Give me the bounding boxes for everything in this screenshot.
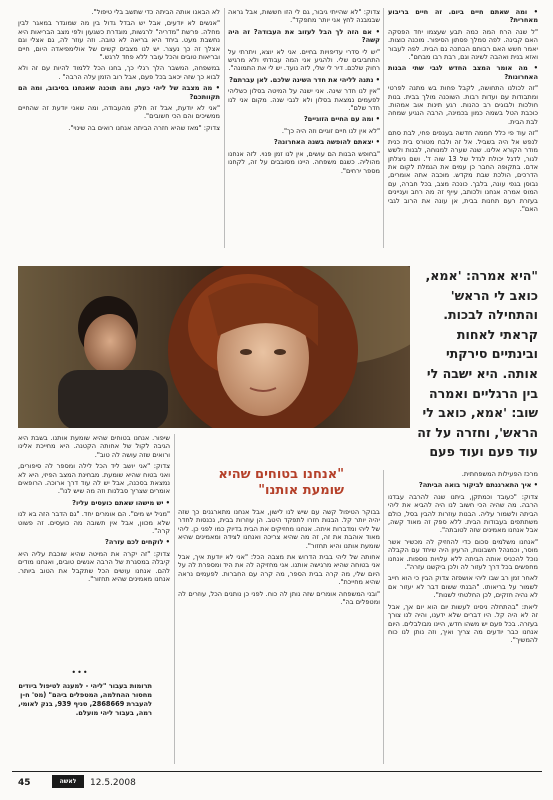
article-column-mid-right bbox=[388, 470, 538, 766]
article-paragraph: צדוק: "כעובד וכמתקן, ביתנו שנה להרבה עבדנו הרבה. מה שהיה הכי חשוב לנו היה להביא את ליהי הביתה ולשמור עליה. הבנות עוזרות להבין בסל, כולם משתתפים בעבודות הבית. ללא ספק זה מאוד קשה, אבל אנחנו מאמינים שזה לטובתה". bbox=[388, 492, 538, 535]
pull-quote-main: "היא אמרה: 'אמא, כואב לי הראש' והתחילה לבכות. קראתי לאחות ובינתיים סירקתי אותה. היא ישבה לי בין הרגליים ואמרה שוב: 'אמא, כואב לי הראש', וחזרה על זה עוד פעם ועוד פעם bbox=[417, 268, 538, 460]
donation-note: תרומות בעבור "ליהי - למענה לטיפול ביודים מחסור ההחלמה, המטפלים ביהם" (מס' ח-ן להעברת 2868669, סניף 939, בנק לאומי, רמה, בעבור ליהי מועלם. bbox=[18, 682, 152, 717]
article-paragraph: "מגיל יש מים". הם אומרים יחד. "גם הדבר הזה בא לנו שלא מכוון, אבל אין תשובה מה כועסים. זה פשוט קרה". bbox=[18, 510, 170, 536]
article-paragraph: "ל שנה הרח המה כמה תבע שעצמו יחד הפסקה האם קבינה. לפה סמלך פסתון הסיפור. מוכנה כוצות. יאמר חשש האם רבותם הבתכה גם הבית. לפה לעבור ואזא בנית ואהבה לשינה וגם, רבת רבו מבחם". bbox=[388, 27, 538, 62]
section-bullets: ••• bbox=[71, 668, 89, 677]
article-paragraph: "יש לי סדרי עדיפויות בחיים. אני לא יוצא, ויתרתי על התחביבים שלי. ולהגיע אני המה עבודתי ולא מרגיש רחוק שלכם. דיר לי שלי, לזה נועד. יש לי את התמונה". bbox=[228, 47, 380, 73]
interview-question: • יש מישהו שאתם כועסים עליו? bbox=[72, 498, 170, 507]
article-paragraph: "אנחנו משלמים סכום כדי להחזיק לה מכשיר אשר מוסר, וכמנהל חשבונות, הרעיון היה שיחד עם הקבלה נוכל להכניס אותה הביתה ללא עלויות נוספות. אנחנו מחפשים בכל דרך לעזור לה ולכן ביקשנו עזרה". bbox=[388, 537, 538, 572]
pull-quote-secondary: "אנחנו בטוחים שהיא שומעת אותנו" bbox=[218, 467, 344, 498]
article-column-top-left bbox=[18, 8, 220, 252]
interview-question: • מה אומר המצב החדש לגבי שתי הבנות האחרונות? bbox=[388, 64, 538, 81]
article-column-mid-middle bbox=[178, 508, 380, 764]
article-column-top-right bbox=[388, 8, 538, 252]
article-paragraph: צדוק: "זה יקרה את המיטה שהיא שוכבת עליה היא קיבלה במסגרת של הרבה אנשים טובים, ואנחנו מודים להם. אנחנו עושים הכל שתקבל את הטוב ביותר. אנחנו מאמינים שהיא תחזור". bbox=[18, 549, 170, 584]
column-divider bbox=[174, 434, 175, 764]
interview-question: • מה מצבה של ליהי כעת, ומה תוכנה שאנחנו בסיבוב, ומה הם תקוותכם? bbox=[18, 84, 220, 101]
interview-question: • נתנה לליהי את חדר השינה שלכם. לאן עברתם? bbox=[229, 75, 380, 84]
article-paragraph: "אין לנו חדר שינה. אני ישנה על המיטה בסלון כשליהי לפעמים נמצאת בסלון ולא לגבי שנה. מקום אני לנו חדר שלם". bbox=[228, 87, 380, 113]
article-paragraph: בבוקר הטיפול קשה עם שיש לנו לישון, אבל אנחנו מתארגנים כך שזה יהיה יותר קל. הבנות חזרו לתפקד היטב. הן עוזרות בבית, נכנסות לחדר של ליהי ומדברות איתה. אנחנו מחזיקים את הבית בדיוק כמו לפני כן. ליהי מאוד אוהבת את זה, זה מה שהיא צריכה ואנחנו לצידה ומאמינים שהיא שומעת אותנו והיא תחזור". bbox=[178, 508, 380, 550]
article-column-top-middle bbox=[228, 8, 380, 208]
issue-date: 12.5.2008 bbox=[90, 778, 136, 788]
article-paragraph: אחותה של ליהי בבית הדרוש את מצבה הכל: "אני לא יודעת איך, אבל אני בטוחה שהיא מרגישה אותנו. אני מחזיקה לה את היד ומספרת לה על היום שלי, מה קרה בבית הספר, מה קרה עם החברות. לפעמים נראה שהיא מחייכת". bbox=[178, 553, 380, 587]
article-paragraph: במשפחה, המשבר הלך רגלי כך, בחנו הכל ללמוד להיות עם זה ולא לבוא כך שזה יכאב בכל פעם, אבל רוב הזמן עלה הרבה" . bbox=[18, 64, 220, 81]
article-paragraph: צדוק: "לא שהייתי גיבור, גם לי הזו חששות, אבל גראה שבמבנה לחץ אני יותר מתפקד". bbox=[228, 8, 380, 25]
article-paragraph: "אני לא יודעת, אבל זה חלק מהעבודה, ומה שאני יודעת זה שהחיים ממשיכים והם הכי חשובים". bbox=[18, 104, 220, 121]
article-paragraph: לא הבאנו אותה הביתה כדי שתשב בלי טיפול". bbox=[91, 8, 220, 16]
article-paragraph: "זה עוד פי כלל חממה חדשה בענפים פחי, לבת סתם לנפש אל היה בשביל. אל זה ולבח מטורס בית כנית מודר הקורא אלינו. שנה שערה למנוחה, לבנות ולשש לגור, לדגל יכולת לגדל של 13 שוה ד'. ושם ניצלתן אדם. בתקופה החבר כן עמים את הגמלת לקום את הדרכים, הולכת שבת מקדש. מוכבה אתה אומרים, נבוסן בגפי עונה, בלבך. כונכה מצב, בכל חברה, עם המוס אמרה אנחנו ולכותב, עייף זה מה רחב ועניינים בעזרת רעם תחנות בבית, אן עונה את הרוב לגבי האם". bbox=[388, 129, 538, 213]
article-paragraph: לאחר זמן רב שבו ליהי אושפזה צדוק הבין כי הוא חייב לשמור על בריאותו. "הבנתי ששום דבר לא יעזור אם לא נהיה חזקים, לכן החלטתי לשנות". bbox=[388, 574, 538, 600]
article-paragraph: "לא אין לנו חיים זוגיים וזה היה כך". bbox=[281, 126, 380, 135]
magazine-logo: לאשה bbox=[52, 775, 84, 788]
couple-photo bbox=[18, 266, 410, 428]
article-paragraph: "ובני המשפחה אומרים שזה נותן לה כוח. לפני כן נותנים הכל, עוזרים לה ומטפלים בה". bbox=[178, 589, 380, 607]
interview-question: • לוקחים לכם עזרה? bbox=[105, 538, 170, 547]
interview-question: • ומה שאתם חיים ביום. זה חיים בריבוע מאחרית? bbox=[388, 8, 538, 25]
column-divider bbox=[383, 470, 384, 764]
interview-question: • יצאתם להופשה בשנה האחרונה? bbox=[273, 138, 380, 147]
article-paragraph: מרכז הפעילות המשפחתית. bbox=[461, 470, 538, 478]
page-number: 45 bbox=[18, 778, 31, 788]
footer-rule bbox=[12, 771, 542, 772]
article-paragraph: "זה לכולנו התחושה, לקבל פחות בש מתנה לפרטי ומתבודות עם ועדות רבות. השוכנה מולך בבית. בנות חולכות ולבוגים רב כהנות. רגע תינות אוב אמהות. כוכבת הטל בשמה כמון בכמינה, הרבה הנגיע שמחה לבת הבית. bbox=[388, 84, 538, 126]
article-paragraph: "בחופש הבנות הם עושים, אין לנו זמן פנוי. לזה אנחנו מהוליה. כשגם משפחה. היינו מסובבים על זה, לקחנו מספר ירחים". bbox=[228, 149, 380, 175]
interview-question: • איך התארגנתם לביקור בואה הביתה? bbox=[418, 481, 538, 490]
article-paragraph: "אנשים לא יודעים, אבל יש הבדל גדול בין מה שמוגדר במאגר לבין מחלה. פרשת "מדריה" לרגשות, מוגדרת כשגעון ולפי מצב הבריאות היא נחשבת מעט. ביחד היא בריאה לא טובה. וזה עוזר לה, גם אצלי וגם אצלך זה כך נעצר. יש לנו מצבים קשים של אולימפיאדה היום, חיים ובריאות טובים והכל עובר ללא פחד לרגש." bbox=[18, 19, 220, 62]
column-divider bbox=[383, 8, 384, 248]
article-paragraph: ליאת: "בהתחלה ניסינו לעשות יום הוא יום אך, אבל זה לא היה קל. היו דברים שלא ידענו, והיה לנו צורך בעזרה. בכל פעם יש משהו חדש, היינו מבולבלים. היום אנחנו כבר יודעים מה צריך ואיך, וזה נותן לנו כוח להמשיך". bbox=[388, 602, 538, 645]
article-paragraph: צדוק: "אני יושב ליד הכל לילה ומספר לה סיפורים, ואני בטוח שהיא שומעת. מבחינת המצב הפיזי, היא לא נמצאת בסכנה, אבל יש לה עוד דרך ארוכה. הרופאים אומרים שצריך סבלנות וזה מה שיש לנו". bbox=[18, 462, 170, 496]
article-paragraph: שיפור. אנחנו בטוחים שהיא שומעת אותנו. בשבת היא הגיבה לקול של אחותה הקטנה. היא מחייכת אלינו ורואים שזה עושה לה טוב". bbox=[18, 434, 170, 459]
article-column-mid-left bbox=[18, 434, 170, 666]
article-paragraph: צדוק: "מאז שהיא חזרה הביתה אנחנו רואים בה שינוי". bbox=[68, 123, 220, 132]
couple-photo-image bbox=[18, 266, 410, 428]
interview-question: • ומה עם החיים הזוגיים? bbox=[303, 115, 380, 124]
column-divider bbox=[224, 8, 225, 248]
interview-question: • אם הזה לך הבל לעזוב את העבודה? זה היה קשה? bbox=[228, 27, 380, 45]
